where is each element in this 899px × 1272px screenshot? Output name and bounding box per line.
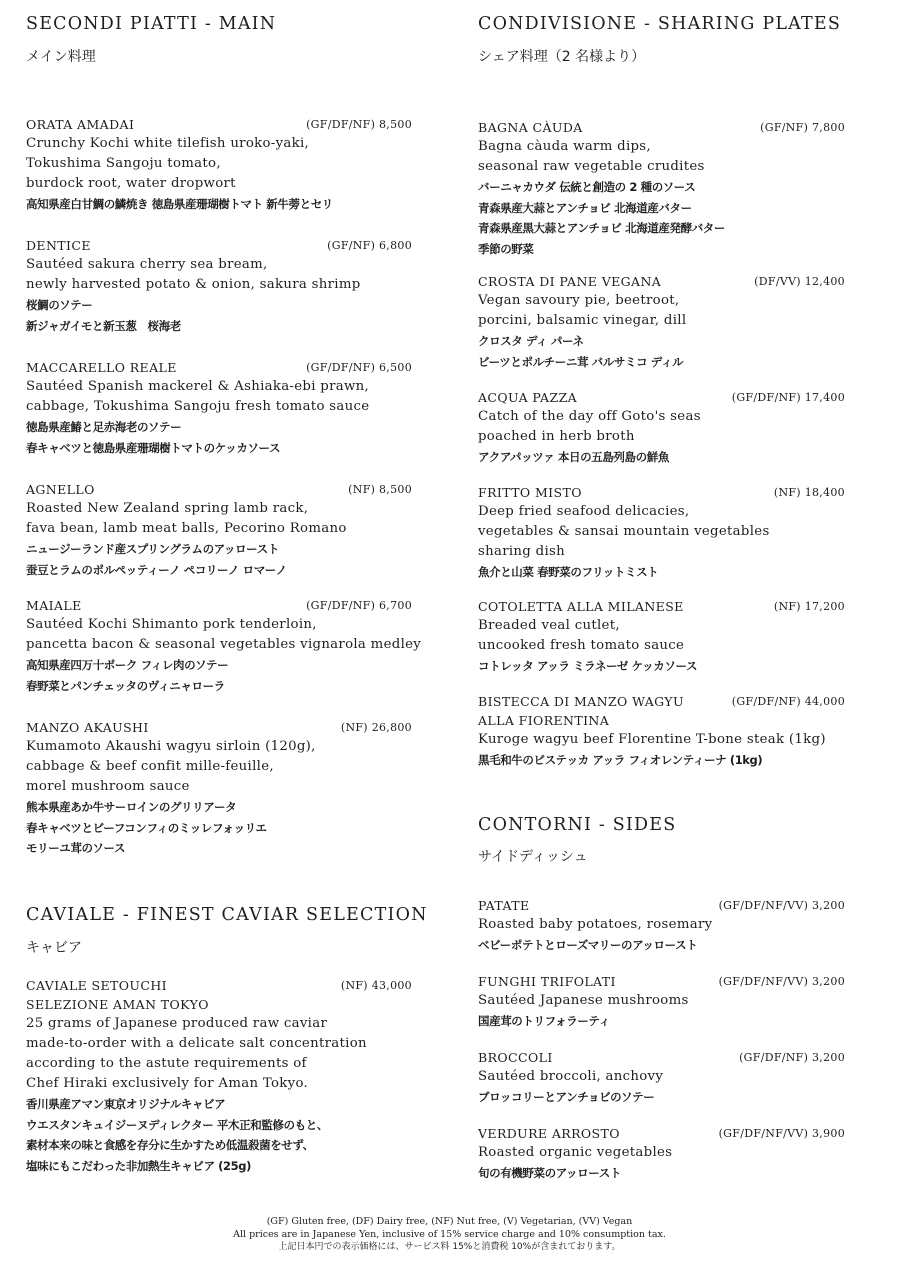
item-name-line2: SELEZIONE AMAN TOKYO: [26, 997, 209, 1012]
menu-item: [26, 718, 412, 859]
item-desc-jp: 高知県産白甘鯛の鱗焼き 徳島県産珊瑚樹トマト 新牛蒡とセリ: [26, 197, 333, 211]
item-desc-jp: 熊本県産あか牛サーロインのグリリアータ: [26, 800, 237, 814]
item-price: (GF/DF/NF) 6,700: [306, 599, 412, 612]
menu-item: [26, 236, 412, 336]
item-desc-jp: 新ジャガイモと新玉葱 桜海老: [26, 318, 181, 333]
item-desc-jp: 香川県産アマン東京オリジナルキャビア: [26, 1097, 226, 1111]
item-price: (GF/DF/NF/VV) 3,900: [718, 1127, 845, 1140]
item-price: (NF) 43,000: [340, 979, 412, 992]
item-desc: fava bean, lamb meat balls, Pecorino Romano: [26, 521, 347, 536]
item-name: FRITTO MISTO: [478, 485, 582, 500]
item-desc: cabbage, Tokushima Sangoju fresh tomato sauce: [26, 399, 370, 414]
item-name: FUNGHI TRIFOLATI: [478, 974, 616, 989]
item-desc: Bagna càuda warm dips,: [478, 139, 651, 154]
item-price: (GF/DF/NF) 6,500: [306, 361, 412, 374]
menu-item: [26, 480, 412, 580]
item-desc-jp: ブロッコリーとアンチョビのソテー: [478, 1090, 655, 1104]
menu-item: [478, 896, 845, 956]
menu-item: [26, 358, 412, 458]
item-price: (NF) 26,800: [340, 721, 412, 734]
section-title-jp: キャビア: [26, 940, 82, 956]
item-desc: Chef Hiraki exclusively for Aman Tokyo.: [26, 1076, 309, 1091]
section-title-jp: サイドディッシュ: [478, 849, 588, 865]
item-desc: pancetta bacon & seasonal vegetables vignarola medley: [26, 637, 422, 652]
item-desc-jp: 高知県産四万十ポーク フィレ肉のソテー: [26, 658, 229, 672]
item-price: (GF/DF/NF/VV) 3,200: [718, 899, 845, 912]
item-desc: Crunchy Kochi white tilefish uroko-yaki,: [26, 136, 310, 151]
item-desc: 25 grams of Japanese produced raw caviar: [26, 1016, 328, 1031]
item-name: MANZO AKAUSHI: [26, 720, 149, 735]
item-desc: Kuroge wagyu beef Florentine T-bone steak (1kg): [478, 732, 826, 747]
item-name: BISTECCA DI MANZO WAGYU: [478, 694, 684, 709]
item-name: ACQUA PAZZA: [478, 390, 578, 405]
menu-item: [26, 115, 412, 215]
item-name: DENTICE: [26, 238, 91, 253]
item-name: PATATE: [478, 898, 530, 913]
item-desc-jp: 黒毛和牛のビステッカ アッラ フィオレンティーナ (1kg): [478, 753, 763, 767]
item-desc-jp: ベビーポテトとローズマリーのアッロースト: [478, 938, 698, 952]
item-price: (GF/NF) 6,800: [327, 239, 412, 252]
item-desc-jp: 徳島県産鰆と足赤海老のソテー: [26, 420, 182, 434]
item-desc-jp: バーニャカウダ 伝統と創造の 2 種のソース: [478, 180, 696, 194]
menu-item: [26, 976, 412, 1176]
menu-item: [478, 118, 845, 259]
item-desc-jp: 国産茸のトリフォラーティ: [478, 1014, 610, 1028]
item-desc: Sautéed Japanese mushrooms: [478, 993, 689, 1008]
item-name: AGNELLO: [26, 482, 95, 497]
item-name: CROSTA DI PANE VEGANA: [478, 274, 662, 289]
menu-item: [478, 388, 845, 468]
item-desc: porcini, balsamic vinegar, dill: [478, 313, 687, 328]
item-name: COTOLETTA ALLA MILANESE: [478, 599, 684, 614]
item-desc: Sautéed broccoli, anchovy: [478, 1069, 664, 1084]
item-desc-jp: 桜鯛のソテー: [26, 298, 93, 312]
item-desc: Kumamoto Akaushi wagyu sirloin (120g),: [26, 739, 316, 754]
section-title: CONTORNI - SIDES: [478, 815, 677, 835]
section-title: CONDIVISIONE - SHARING PLATES: [478, 14, 842, 34]
item-desc: Vegan savoury pie, beetroot,: [478, 293, 680, 308]
item-desc-jp: 素材本来の味と食感を存分に生かすため低温殺菌をせず、: [26, 1138, 314, 1152]
footer: [0, 1215, 899, 1254]
item-name: VERDURE ARROSTO: [478, 1126, 620, 1141]
item-desc: vegetables & sansai mountain vegetables: [478, 524, 770, 539]
item-name-line2: ALLA FIORENTINA: [478, 713, 610, 728]
item-desc-jp: 青森県産大蒜とアンチョビ 北海道産バター: [478, 200, 692, 215]
item-desc: Catch of the day off Goto's seas: [478, 409, 701, 424]
menu-item: [478, 1124, 845, 1184]
item-desc-jp: 旬の有機野菜のアッロースト: [478, 1166, 621, 1180]
item-price: (GF/NF) 7,800: [760, 121, 845, 134]
item-price: (GF/DF/NF) 44,000: [731, 695, 845, 708]
item-desc-jp: 魚介と山菜 春野菜のフリットミスト: [478, 565, 659, 579]
item-price: (GF/DF/NF) 8,500: [306, 118, 412, 131]
menu-item: [26, 596, 422, 696]
item-desc-jp: 季節の野菜: [478, 241, 534, 256]
item-name: BROCCOLI: [478, 1050, 553, 1065]
item-desc: Roasted organic vegetables: [478, 1145, 673, 1160]
item-price: (GF/DF/NF) 17,400: [731, 391, 845, 404]
item-desc-jp: ウエスタンキュイジーヌディレクター 平木正和監修のもと、: [26, 1117, 328, 1132]
dietary-legend: (GF) Gluten free, (DF) Dairy free, (NF) Nut free, (V) Vegetarian, (VV) Vegan: [266, 1216, 633, 1227]
menu-item: [478, 272, 845, 372]
item-desc-jp: 青森県産黒大蒜とアンチョビ 北海道産発酵バター: [478, 221, 725, 235]
item-desc-jp: 塩味にもこだわった非加熱生キャビア (25g): [26, 1158, 251, 1173]
item-desc: uncooked fresh tomato sauce: [478, 638, 685, 653]
item-desc: poached in herb broth: [478, 429, 635, 444]
item-desc-jp: 春キャベツと徳島県産珊瑚樹トマトのケッカソース: [26, 440, 281, 455]
item-desc: Sautéed sakura cherry sea bream,: [26, 257, 268, 272]
item-desc-jp: ニュージーランド産スプリングラムのアッロースト: [26, 542, 279, 556]
item-desc-jp: アクアパッツァ 本日の五島列島の鮮魚: [478, 450, 669, 464]
item-desc-jp: ビーツとポルチーニ茸 バルサミコ ディル: [478, 354, 684, 369]
item-desc: seasonal raw vegetable crudites: [478, 159, 705, 174]
section-title-jp: メイン料理: [26, 49, 96, 65]
item-name: CAVIALE SETOUCHI: [26, 978, 167, 993]
menu-item: [478, 692, 845, 771]
item-desc: morel mushroom sauce: [26, 779, 190, 794]
item-name: ORATA AMADAI: [26, 117, 135, 132]
item-desc-jp: モリーユ茸のソース: [26, 841, 126, 855]
price-note-jp: 上記日本円での表示価格には、サービス料 15%と消費税 10%が含まれております。: [278, 1242, 621, 1252]
item-desc: Deep fried seafood delicacies,: [478, 504, 690, 519]
section-title: CAVIALE - FINEST CAVIAR SELECTION: [26, 905, 428, 925]
item-desc: newly harvested potato & onion, sakura shrimp: [26, 277, 361, 292]
item-desc: Breaded veal cutlet,: [478, 618, 620, 633]
menu-item: [478, 972, 845, 1032]
item-name: MAIALE: [26, 598, 82, 613]
item-name: MACCARELLO REALE: [26, 360, 177, 375]
item-desc: Tokushima Sangoju tomato,: [26, 156, 221, 171]
item-price: (NF) 8,500: [348, 483, 412, 496]
section-title-jp: シェア料理（2 名様より）: [478, 49, 646, 65]
item-desc: sharing dish: [478, 544, 565, 559]
item-price: (DF/VV) 12,400: [754, 275, 845, 288]
item-desc: according to the astute requirements of: [26, 1056, 307, 1071]
item-desc-jp: コトレッタ アッラ ミラネーゼ ケッカソース: [478, 659, 698, 673]
item-price: (NF) 18,400: [773, 486, 845, 499]
item-price: (GF/DF/NF/VV) 3,200: [718, 975, 845, 988]
menu-item: [478, 483, 845, 583]
section-title: SECONDI PIATTI - MAIN: [26, 14, 277, 34]
item-price: (NF) 17,200: [773, 600, 845, 613]
item-desc: cabbage & beef confit mille-feuille,: [26, 759, 274, 774]
item-desc: Sautéed Kochi Shimanto pork tenderloin,: [26, 617, 317, 632]
item-desc-jp: 蚕豆とラムのポルペッティーノ ペコリーノ ロマーノ: [26, 562, 287, 577]
item-desc-jp: クロスタ ディ パーネ: [478, 334, 584, 348]
price-note: All prices are in Japanese Yen, inclusive of 15% service charge and 10% consumption tax.: [233, 1229, 666, 1240]
item-desc: made-to-order with a delicate salt concentration: [26, 1036, 367, 1051]
item-desc: Sautéed Spanish mackerel & Ashiaka-ebi prawn,: [26, 379, 370, 394]
menu-item: [478, 597, 845, 677]
item-desc: Roasted New Zealand spring lamb rack,: [26, 501, 309, 516]
item-desc-jp: 春野菜とパンチェッタのヴィニャローラ: [26, 678, 225, 693]
item-desc: Roasted baby potatoes, rosemary: [478, 917, 713, 932]
menu-item: [478, 1048, 845, 1108]
item-desc-jp: 春キャベツとビーフコンフィのミッレフォッリエ: [26, 820, 267, 835]
item-price: (GF/DF/NF) 3,200: [739, 1051, 845, 1064]
item-name: BAGNA CÀUDA: [478, 120, 583, 135]
item-desc: burdock root, water dropwort: [26, 176, 236, 191]
